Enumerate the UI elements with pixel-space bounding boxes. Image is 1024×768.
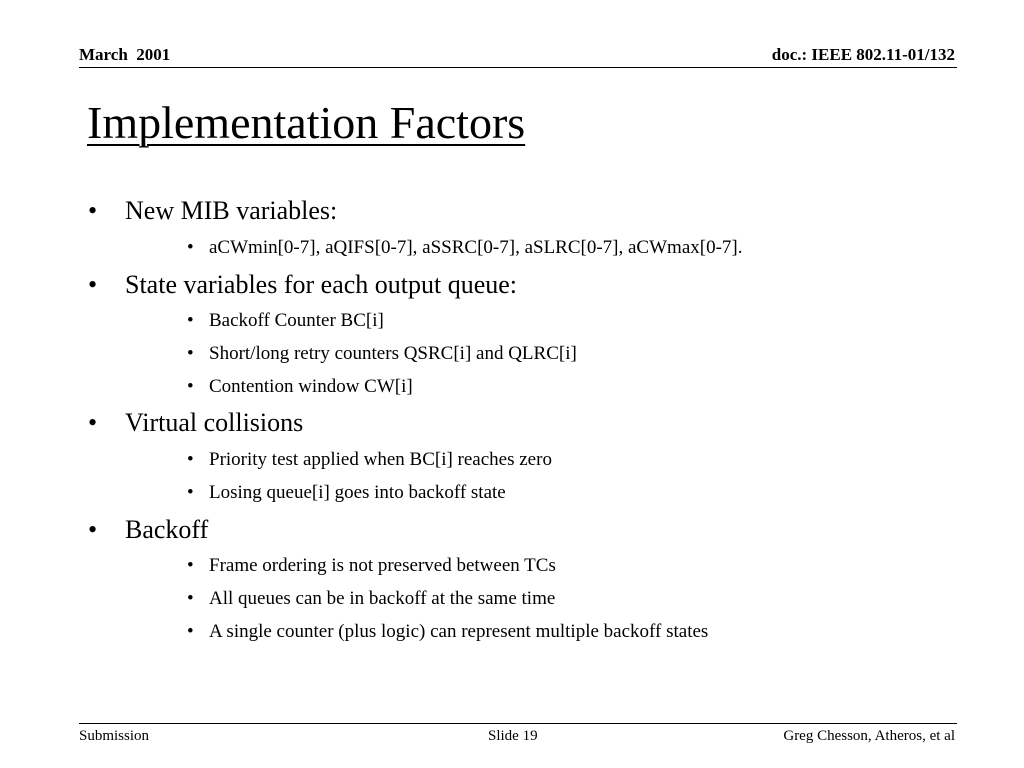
bullet-text: State variables for each output queue: [125,270,518,299]
sub-bullet-glyph: • [187,555,194,576]
bullet-text: New MIB variables: [125,196,338,225]
sub-bullet-glyph: • [187,449,194,470]
header-doc-id: doc.: IEEE 802.11-01/132 [771,45,955,64]
sub-bullet-glyph: • [187,588,194,609]
bullet-text: Backoff [125,515,209,544]
sub-bullet-text: aCWmin[0-7], aQIFS[0-7], aSSRC[0-7], aSLRC[0-7], aCWmax[0-7]. [209,237,743,258]
bullet-glyph: • [88,408,98,437]
sub-bullet-glyph: • [187,343,194,364]
sub-bullet-text: All queues can be in backoff at the same time [209,588,556,609]
sub-bullet-glyph: • [187,621,194,642]
sub-bullet-glyph: • [187,310,194,331]
footer-slide-number: Slide 19 [488,728,538,744]
sub-bullet-glyph: • [187,237,194,258]
bullet-glyph: • [88,196,98,225]
sub-bullet-glyph: • [187,482,194,503]
bullet-glyph: • [88,270,98,299]
bullet-glyph: • [88,515,98,544]
sub-bullet-text: Backoff Counter BC[i] [209,310,384,331]
sub-bullet-glyph: • [187,376,194,397]
sub-bullet-text: Priority test applied when BC[i] reaches zero [209,449,552,470]
footer-divider [79,723,957,724]
sub-bullet-text: Short/long retry counters QSRC[i] and QLRC[i] [209,343,577,364]
sub-bullet-text: Contention window CW[i] [209,376,413,397]
sub-bullet-text: Losing queue[i] goes into backoff state [209,482,506,503]
sub-bullet-text: Frame ordering is not preserved between TCs [209,555,556,576]
footer-submission: Submission [79,728,150,744]
header-divider [79,67,957,68]
sub-bullet-text: A single counter (plus logic) can represent multiple backoff states [209,621,709,642]
header-date: March 2001 [79,45,171,64]
slide-title: Implementation Factors [87,97,526,148]
footer-author: Greg Chesson, Atheros, et al [783,728,955,744]
bullet-text: Virtual collisions [125,408,304,437]
